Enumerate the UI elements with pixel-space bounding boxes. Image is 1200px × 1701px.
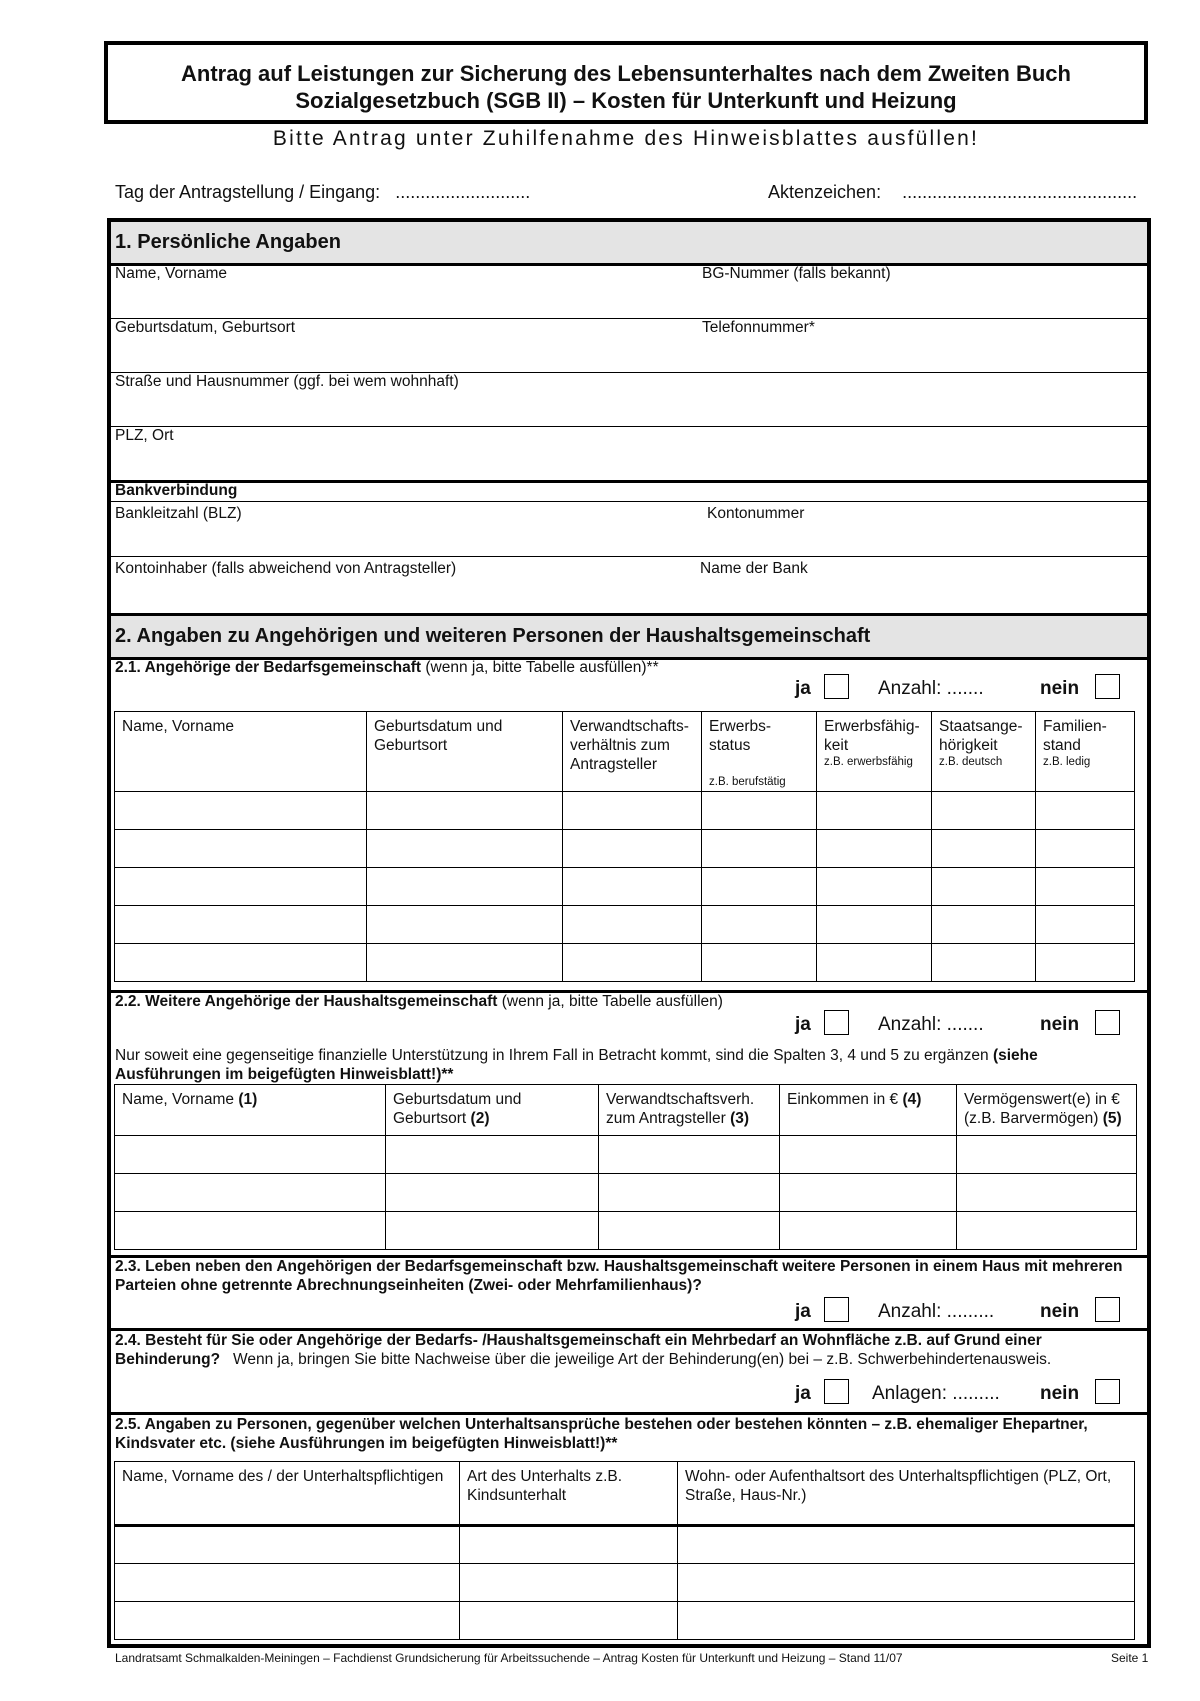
table-cell[interactable] xyxy=(817,944,932,982)
table-row xyxy=(115,944,1135,982)
section2-heading: 2. Angaben zu Angehörigen und weiteren Personen der Haushaltsgemeinschaft xyxy=(111,616,1147,657)
s21-col-employment xyxy=(702,712,817,792)
application-date-label xyxy=(115,182,530,203)
s21-col-birth xyxy=(367,712,563,792)
table-cell[interactable] xyxy=(563,868,702,906)
table-row xyxy=(115,906,1135,944)
table-row xyxy=(115,1174,1137,1212)
table-cell[interactable] xyxy=(1036,830,1135,868)
s25-col-type xyxy=(460,1462,678,1526)
s24-ja-checkbox[interactable] xyxy=(824,1379,849,1404)
s21-header-row xyxy=(115,712,1135,792)
s22-header-row xyxy=(115,1085,1137,1136)
s22-table xyxy=(114,1084,1137,1250)
bg-number-field-label: BG-Nummer (falls bekannt) xyxy=(702,265,891,282)
table-cell[interactable] xyxy=(460,1564,678,1602)
table-cell[interactable] xyxy=(780,1212,957,1250)
table-cell[interactable] xyxy=(1036,906,1135,944)
table-cell[interactable] xyxy=(115,1526,460,1564)
s25-question: 2.5. Angaben zu Personen, gegenüber welchen Unterhaltsansprüche bestehen oder bestehen könnten – z.B. ehemaliger Ehepartner, Kindsvater etc. (siehe Ausführungen im beigefügten Hinweisblatt!)** xyxy=(115,1416,1088,1452)
s21-title-rest: (wenn ja, bitte Tabelle ausfüllen)** xyxy=(421,659,659,676)
blz-input[interactable] xyxy=(111,524,701,556)
s22-col-name-num: (1) xyxy=(238,1091,258,1108)
table-cell[interactable] xyxy=(957,1212,1137,1250)
s22-note-text: Nur soweit eine gegenseitige finanzielle Unterstützung in Ihrem Fall in Betracht kommt, sind die Spalten 3, 4 und 5 zu ergänzen xyxy=(115,1047,989,1064)
table-cell[interactable] xyxy=(817,792,932,830)
divider xyxy=(111,263,1147,266)
street-field-label: Straße und Hausnummer (ggf. bei wem wohnhaft) xyxy=(115,373,459,390)
s22-col-income-num: (4) xyxy=(902,1091,922,1108)
table-cell[interactable] xyxy=(367,792,563,830)
s22-col-birth-label: Geburtsdatum und Geburtsort xyxy=(393,1091,522,1127)
table-cell[interactable] xyxy=(115,1602,460,1640)
table-cell[interactable] xyxy=(115,1174,386,1212)
s25-col-type-label: Art des Unterhalts z.B. Kindsunterhalt xyxy=(467,1468,623,1504)
s22-title xyxy=(115,993,723,1011)
s22-ja-checkbox[interactable] xyxy=(824,1010,849,1035)
s21-ja-checkbox[interactable] xyxy=(824,674,849,699)
account-input[interactable] xyxy=(700,524,1146,556)
s21-col-birth-label: Geburtsdatum und Geburtsort xyxy=(374,718,503,754)
table-cell[interactable] xyxy=(780,1136,957,1174)
s21-title xyxy=(115,659,659,677)
s21-col-ability xyxy=(817,712,932,792)
s25-col-name xyxy=(115,1462,460,1526)
application-date-field[interactable]: ........................... xyxy=(395,182,531,202)
table-cell[interactable] xyxy=(563,906,702,944)
table-cell[interactable] xyxy=(702,868,817,906)
table-cell[interactable] xyxy=(1036,944,1135,982)
s21-nein-checkbox[interactable] xyxy=(1095,674,1120,699)
s23-question: 2.3. Leben neben den Angehörigen der Bedarfsgemeinschaft bzw. Haushaltsgemeinschaft weitere Personen in einem Haus mit mehreren Parteien ohne getrennte Abrechnungseinheiten (Zwei- oder Mehrfamilienhaus)? xyxy=(115,1258,1123,1294)
name-input[interactable] xyxy=(111,284,701,318)
s24-nein-checkbox[interactable] xyxy=(1095,1379,1120,1404)
table-row xyxy=(115,1602,1135,1640)
table-cell[interactable] xyxy=(115,906,367,944)
page-number: Seite 1 xyxy=(1111,1651,1149,1665)
table-cell[interactable] xyxy=(367,906,563,944)
s25-col-address-label: Wohn- oder Aufenthaltsort des Unterhaltspflichtigen (PLZ, Ort, Straße, Haus-Nr.) xyxy=(685,1468,1112,1504)
s21-col-marital xyxy=(1036,712,1135,792)
table-cell[interactable] xyxy=(957,1174,1137,1212)
divider xyxy=(111,556,1147,557)
table-cell[interactable] xyxy=(678,1564,1135,1602)
plz-input[interactable] xyxy=(111,446,1147,480)
form-title-line1: Antrag auf Leistungen zur Sicherung des Lebensunterhaltes nach dem Zweiten Buch xyxy=(181,61,1071,86)
s21-ja-label: ja xyxy=(795,678,811,699)
s21-col-nationality-label: Staatsange-hörigkeit xyxy=(939,718,1023,754)
section1-heading: 1. Persönliche Angaben xyxy=(111,222,1147,263)
plz-field-label: PLZ, Ort xyxy=(115,427,174,444)
s22-note-bold: (siehe Ausführungen im beigefügten Hinweisblatt!)** xyxy=(115,1047,1038,1083)
table-cell[interactable] xyxy=(115,868,367,906)
table-cell[interactable] xyxy=(563,792,702,830)
table-cell[interactable] xyxy=(817,830,932,868)
table-cell[interactable] xyxy=(817,906,932,944)
table-cell[interactable] xyxy=(599,1212,780,1250)
s24-question xyxy=(115,1331,1145,1369)
s23-nein-label: nein xyxy=(1040,1301,1080,1322)
table-cell[interactable] xyxy=(367,868,563,906)
s21-title-bold: 2.1. Angehörige der Bedarfsgemeinschaft xyxy=(115,659,422,676)
s21-col-nationality xyxy=(932,712,1036,792)
table-cell[interactable] xyxy=(115,944,367,982)
table-cell[interactable] xyxy=(702,830,817,868)
street-input[interactable] xyxy=(111,392,1147,426)
birth-input[interactable] xyxy=(111,338,701,372)
s21-col-marital-note: z.B. ledig xyxy=(1043,756,1091,768)
s25-header-row xyxy=(115,1462,1135,1526)
form-title-line2: Sozialgesetzbuch (SGB II) – Kosten für Unterkunft und Heizung xyxy=(295,88,957,113)
s22-col-relation-label: Verwandtschaftsverh. zum Antragsteller xyxy=(606,1091,755,1127)
s21-col-ability-label: Erwerbsfähig-keit xyxy=(824,718,920,754)
account-field-label: Kontonummer xyxy=(707,505,805,522)
table-cell[interactable] xyxy=(563,944,702,982)
s22-col-name-label: Name, Vorname xyxy=(122,1091,234,1108)
s25-col-name-label: Name, Vorname des / der Unterhaltspflichtigen xyxy=(122,1468,444,1485)
name-field-label: Name, Vorname xyxy=(115,265,227,282)
s25-table xyxy=(114,1461,1135,1640)
table-cell[interactable] xyxy=(563,830,702,868)
table-cell[interactable] xyxy=(115,1136,386,1174)
table-cell[interactable] xyxy=(817,868,932,906)
table-cell[interactable] xyxy=(1036,868,1135,906)
table-row xyxy=(115,830,1135,868)
table-row xyxy=(115,1564,1135,1602)
s22-col-income-label: Einkommen in € xyxy=(787,1091,903,1108)
s22-ja-label: ja xyxy=(795,1014,811,1035)
bank-name-field-label: Name der Bank xyxy=(700,560,808,577)
phone-input[interactable] xyxy=(700,338,1146,372)
s21-col-relation-label: Verwandtschafts-verhältnis zum Antragsteller xyxy=(570,718,689,773)
instruction-hint: Bitte Antrag unter Zuhilfenahme des Hinweisblattes ausfüllen! xyxy=(272,127,980,150)
s22-col-assets xyxy=(957,1085,1137,1136)
table-cell[interactable] xyxy=(1036,792,1135,830)
bank-name-input[interactable] xyxy=(700,579,1146,613)
table-row xyxy=(115,1136,1137,1174)
application-date-text: Tag der Antragstellung / Eingang: xyxy=(115,182,381,202)
table-cell[interactable] xyxy=(957,1136,1137,1174)
table-cell[interactable] xyxy=(367,830,563,868)
s22-col-name xyxy=(115,1085,386,1136)
table-cell[interactable] xyxy=(678,1602,1135,1640)
holder-field-label: Kontoinhaber (falls abweichend von Antragsteller) xyxy=(115,560,457,577)
file-number-label xyxy=(768,182,1137,203)
s23-ja-checkbox[interactable] xyxy=(824,1297,849,1322)
table-cell[interactable] xyxy=(599,1136,780,1174)
s22-col-assets-label: Vermögenswert(e) in € (z.B. Barvermögen) xyxy=(964,1091,1120,1127)
table-row xyxy=(115,1212,1137,1250)
s22-nein-checkbox[interactable] xyxy=(1095,1010,1120,1035)
s22-note xyxy=(115,1046,1145,1084)
file-number-text: Aktenzeichen: xyxy=(768,182,882,202)
table-cell[interactable] xyxy=(386,1174,599,1212)
s21-col-relation xyxy=(563,712,702,792)
s22-col-relation xyxy=(599,1085,780,1136)
form-title xyxy=(104,41,1148,124)
s21-col-name xyxy=(115,712,367,792)
s22-count-field[interactable]: Anzahl: ....... xyxy=(878,1014,984,1035)
bank-heading: Bankverbindung xyxy=(115,482,238,499)
s21-col-ability-note: z.B. erwerbsfähig xyxy=(824,756,913,768)
table-cell[interactable] xyxy=(932,868,1036,906)
table-row xyxy=(115,868,1135,906)
s25-col-address xyxy=(678,1462,1135,1526)
birth-field-label: Geburtsdatum, Geburtsort xyxy=(115,319,296,336)
s21-table xyxy=(114,711,1135,982)
table-cell[interactable] xyxy=(115,1212,386,1250)
table-cell[interactable] xyxy=(932,830,1036,868)
divider xyxy=(111,480,1147,483)
table-cell[interactable] xyxy=(386,1136,599,1174)
table-cell[interactable] xyxy=(115,1564,460,1602)
table-cell[interactable] xyxy=(932,944,1036,982)
table-row xyxy=(115,1526,1135,1564)
s22-col-birth xyxy=(386,1085,599,1136)
s23-count-field[interactable]: Anzahl: ......... xyxy=(878,1301,995,1322)
table-cell[interactable] xyxy=(932,792,1036,830)
table-cell[interactable] xyxy=(932,906,1036,944)
s23-nein-checkbox[interactable] xyxy=(1095,1297,1120,1322)
s21-nein-label: nein xyxy=(1040,678,1080,699)
s24-question-bold: 2.4. Besteht für Sie oder Angehörige der Bedarfs- /Haushaltsgemeinschaft ein Mehrbedarf an Wohnfläche z.B. auf Grund einer Behinderung? xyxy=(115,1332,1042,1368)
table-row xyxy=(115,792,1135,830)
bg-number-input[interactable] xyxy=(700,284,1146,318)
table-cell[interactable] xyxy=(702,944,817,982)
s22-col-relation-num: (3) xyxy=(730,1110,750,1127)
holder-input[interactable] xyxy=(111,579,701,613)
s24-ja-label: ja xyxy=(795,1383,811,1404)
table-cell[interactable] xyxy=(702,792,817,830)
table-cell[interactable] xyxy=(386,1212,599,1250)
table-cell[interactable] xyxy=(599,1174,780,1212)
s21-col-name-label: Name, Vorname xyxy=(122,718,234,735)
s22-title-bold: 2.2. Weitere Angehörige der Haushaltsgemeinschaft xyxy=(115,993,498,1010)
s22-col-assets-num: (5) xyxy=(1102,1110,1122,1127)
table-cell[interactable] xyxy=(780,1174,957,1212)
divider xyxy=(111,426,1147,427)
file-number-field[interactable]: ............................................... xyxy=(902,182,1138,202)
s21-count-field[interactable]: Anzahl: ....... xyxy=(878,678,984,699)
s22-title-rest: (wenn ja, bitte Tabelle ausfüllen) xyxy=(497,993,723,1010)
s22-col-income xyxy=(780,1085,957,1136)
table-cell[interactable] xyxy=(678,1526,1135,1564)
s23-ja-label: ja xyxy=(795,1301,811,1322)
s24-attachments-field[interactable]: Anlagen: ......... xyxy=(872,1383,1000,1404)
s21-col-employment-label: Erwerbs-status xyxy=(709,718,772,754)
s22-col-birth-num: (2) xyxy=(470,1110,490,1127)
s22-nein-label: nein xyxy=(1040,1014,1080,1035)
s21-col-marital-label: Familien-stand xyxy=(1043,718,1107,754)
table-cell[interactable] xyxy=(460,1526,678,1564)
phone-field-label: Telefonnummer* xyxy=(702,319,815,336)
s24-question-rest: Wenn ja, bringen Sie bitte Nachweise über die jeweilige Art der Behinderung(en) bei – z.B. Schwerbehindertenausweis. xyxy=(232,1351,1052,1368)
table-cell[interactable] xyxy=(367,944,563,982)
table-cell[interactable] xyxy=(115,830,367,868)
s21-col-nationality-note: z.B. deutsch xyxy=(939,756,1003,768)
footer-text: Landratsamt Schmalkalden-Meiningen – Fachdienst Grundsicherung für Arbeitssuchende – Antrag Kosten für Unterkunft und Heizung – Stand 11/07 xyxy=(115,1651,903,1665)
divider xyxy=(111,501,1147,502)
table-cell[interactable] xyxy=(702,906,817,944)
table-cell[interactable] xyxy=(115,792,367,830)
s24-nein-label: nein xyxy=(1040,1383,1080,1404)
table-cell[interactable] xyxy=(460,1602,678,1640)
blz-field-label: Bankleitzahl (BLZ) xyxy=(115,505,242,522)
s21-col-employment-note: z.B. berufstätig xyxy=(709,776,786,788)
